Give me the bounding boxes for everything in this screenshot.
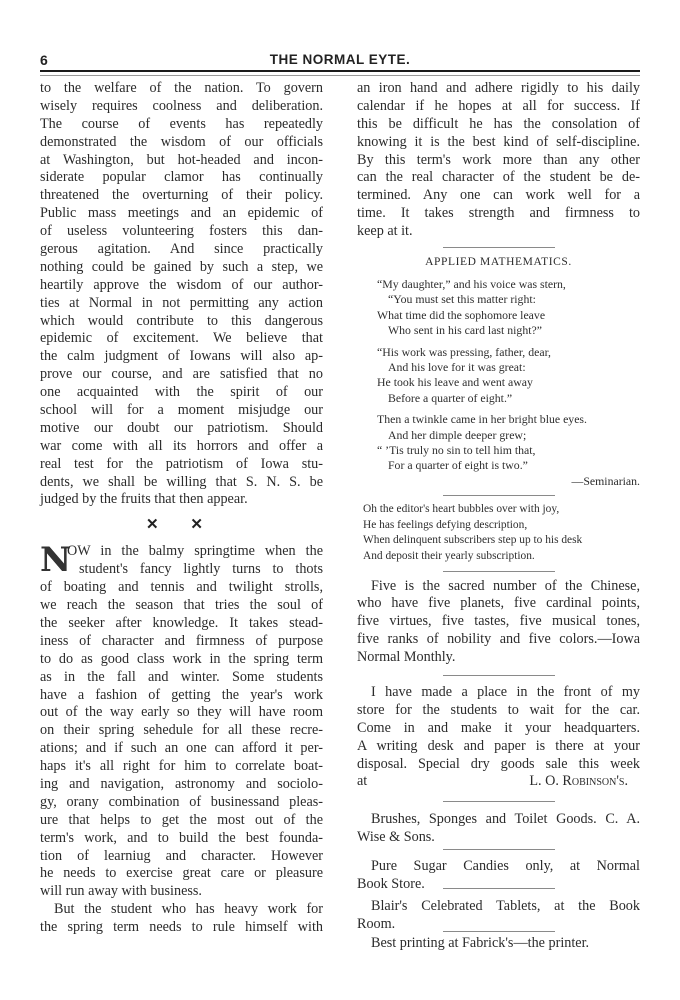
text-line: he needs to exercise great care or pleasure [40,865,323,882]
text-line: tion of learniug and character. However [40,847,323,864]
text-line: calendar if he hopes at all for success. If [357,97,640,114]
poem-line: And his love for it was great: [388,359,526,374]
page-header [40,52,640,70]
text-line: gy, orany combination of businessand pleas- [40,793,323,810]
text-line: can the real character of the student be de- [357,169,640,186]
poem-line: “You must set this matter right: [388,292,536,307]
ad-wise-sons [357,811,640,847]
text-line: as in the fall and winter. Some students [40,668,323,685]
text-line: on their spring sehedule for all these recre- [40,722,323,739]
text-line: school will for a moment misjudge our [40,402,323,419]
header-rule-thin [40,75,640,76]
text-line: at Washington, but hot-headed and incon- [40,151,323,168]
poem-line: Before a quarter of eight.” [388,390,513,405]
text-line: will run away with business. [40,883,202,900]
text-line: Public mass meetings and an epidemic of [40,205,323,222]
text-line: Come in and make it your headquarters. [357,719,640,736]
text-line: motive our doubt our patriotism. Should [40,419,323,436]
ad-word-at: at [357,773,368,790]
poem-attribution: —Seminarian. [571,473,640,488]
verse-line: And deposit their yearly subscription. [363,549,535,562]
separator-rule [443,931,555,932]
text-line: haps it's all right for him to correlate boat- [40,758,323,775]
text-line: five ranks of nobility and five colors.—Iowa [357,631,640,648]
text-line: out of the way early so they will have room [40,704,323,721]
separator-rule [443,849,555,850]
advertiser-name: L. O. Robinson's. [529,773,628,790]
text-line: Five is the sacred number of the Chinese, [371,577,640,594]
text-line: ing and navigation, astronomy and sociolo- [40,775,323,792]
text-line: ure that helps to get the most out of the [40,811,323,828]
text-line: student's fancy lightly turns to thots [79,561,323,578]
text-line: Best printing at Fabrick's—the printer. [371,934,590,951]
verse-line: When delinquent subscribers step up to his desk [363,534,583,547]
poem-line: Who sent in his card last night?” [388,323,542,338]
text-line: Normal Monthly. [357,649,456,666]
text-line: have a fashion of getting the year's work [40,686,323,703]
masthead-title: THE NORMAL EYTE. [269,52,411,67]
text-line: epidemic of excitement. We believe that [40,330,323,347]
ad-blairs-tablets [357,898,640,934]
left-column [40,80,323,937]
text-line: Brushes, Sponges and Toilet Goods. C. A. [371,811,640,828]
separator-rule [443,571,555,572]
text-line: wisely requires coolness and deliberation. [40,97,323,114]
text-line: Blair's Celebrated Tablets, at the Book [371,897,640,914]
separator-rule [443,247,555,248]
text-line: ations; and if such an one can afford it per- [40,740,323,757]
text-line: dents, we shall be willing that S. N. S. be [40,473,323,490]
separator-rule [443,888,555,889]
text-line: knowing it is the best kind of self-discipline. [357,133,640,150]
text-line: one acquainted with the spirit of our [40,384,323,401]
poem-line: For a quarter of eight is two.” [388,458,528,473]
poem-applied-mathematics [357,277,640,474]
right-column [357,80,640,953]
text-line [357,773,640,791]
poem-stanza [377,277,640,339]
text-line: siderate popular clamor has continually [40,169,323,186]
page-number: 6 [40,52,48,68]
text-line: who have five planets, five cardinal points, [357,595,640,612]
editorial-paragraph [40,80,323,509]
separator-rule [443,495,555,496]
text-line: Pure Sugar Candies only, at Normal [371,858,640,875]
text-line: of boating and tennis and twilight strolls, [40,579,323,596]
poem-line: And her dimple deeper grew; [388,427,527,442]
text-line: five virtues, five tastes, five musical tones, [357,613,640,630]
poem-stanza [377,345,640,407]
text-line: this be difficult he has the consolation of [357,115,640,132]
verse-line: He has feelings defying description, [363,518,528,531]
spring-article [40,540,323,937]
text-line: real test for the patriotism of Iowa stu- [40,455,323,472]
text-line: But the student who has heavy work for [54,901,323,918]
poem-line: “ ’Tis truly no sin to tell him that, [377,442,536,457]
text-line: Book Store. [357,876,425,893]
ad-fabricks-printer [357,935,640,953]
poem-title: APPLIED MATHEMATICS. [425,256,572,269]
text-line: keep at it. [357,223,413,240]
text-line: the spring term needs to rule himself with [40,919,323,936]
text-line: termined. Any one can work well for a [357,187,640,204]
text-line: ties at Normal in not permitting any action [40,294,323,311]
text-line: to do as good class work in the spring term [40,650,323,667]
poem-line: He took his leave and went away [377,375,533,390]
text-line: heartily approve the wisdom of our author- [40,276,323,293]
poem-line: “My daughter,” and his voice was stern, [377,276,566,291]
text-line: iness of character and firmness of purpose [40,632,323,649]
text-line: By this term's work more than any other [357,151,640,168]
poem-stanza [377,412,640,474]
text-line: Wise & Sons. [357,829,435,846]
text-line: time. It takes strength and firmness to [357,205,640,222]
text-line: the seeker after knowledge. It takes stead- [40,614,323,631]
continuation-paragraph [357,80,640,241]
section-ornament: ✕ ✕ [146,517,217,534]
text-line: of useless volunteering fosters this dan- [40,223,323,240]
poem-line: Then a twinkle came in her bright blue eyes. [377,412,587,427]
drop-cap-letter: N [40,540,72,581]
text-line: we reach the season that tries the soul of [40,597,323,614]
text-line: A writing desk and paper is there at your [357,737,640,754]
text-line: disposal. Special dry goods sale this week [357,755,640,772]
text-line: nothing could be gained by such a step, we [40,258,323,275]
text-line: I have made a place in the front of my [371,684,640,701]
header-rule-thick [40,70,640,72]
text-line: term's work, and to build the best founda- [40,829,323,846]
text-line: gerous agitation. And since practically [40,241,323,258]
editor-verse [363,502,640,564]
text-line: The course of events has repeatedly [40,115,323,132]
poem-line: What time did the sophomore leave [377,307,546,322]
text-line: demonstrated the wisdom of our officials [40,133,323,150]
robinson-advertisement [357,684,640,791]
text-line: war come with all its horrors and offer a [40,437,323,454]
text-line: store for the students to wait for the car. [357,701,640,718]
separator-rule [443,675,555,676]
chinese-five-item [357,578,640,667]
text-line: prove our course, and are satisfied that no [40,366,323,383]
text-line: Room. [357,915,396,932]
text-line: to the welfare of the nation. To govern [40,80,323,96]
text-line: the calm judgment of Iowans will also ap- [40,348,323,365]
text-line: judged by the fruits that then appear. [40,491,248,508]
poem-line: “His work was pressing, father, dear, [377,344,551,359]
text-line: OW in the balmy springtime when the [67,543,323,560]
verse-line: Oh the editor's heart bubbles over with joy, [363,503,560,516]
text-line: an iron hand and adhere rigidly to his daily [357,80,640,96]
separator-rule [443,801,555,802]
text-line: which would contribute to this dangerous [40,312,323,329]
text-line: threatened the overturning of their policy. [40,187,323,204]
